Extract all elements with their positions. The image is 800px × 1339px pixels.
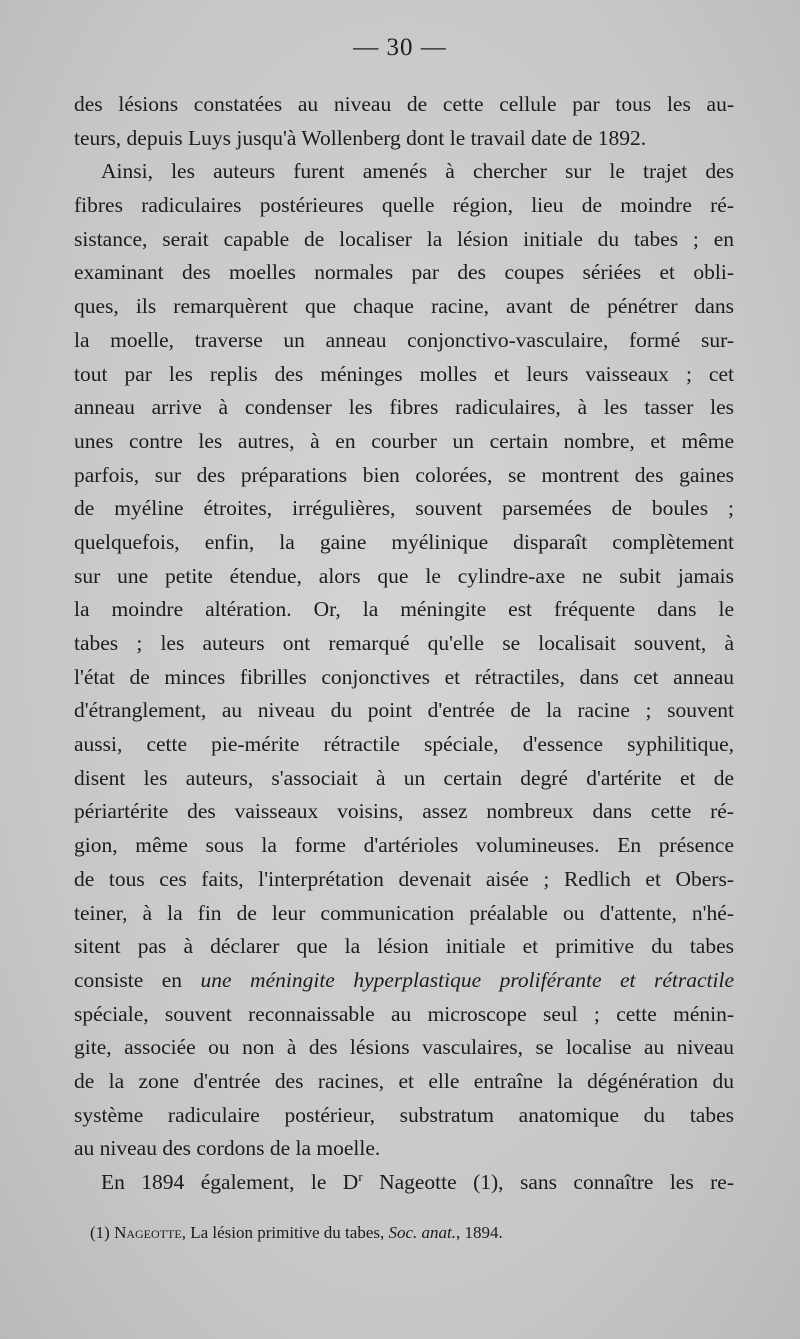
text-line: de la zone d'entrée des racines, et elle entraîne la dégénération du <box>74 1068 734 1093</box>
footnote-year: , 1894. <box>456 1223 503 1242</box>
page-number: — 30 — <box>353 34 447 61</box>
footnote-text: , La lésion primitive du tabes, <box>181 1223 389 1242</box>
italic-phrase: une méningite hyperplastique proliférante et rétractile <box>200 967 734 992</box>
text-line: gite, associée ou non à des lésions vasculaires, se localise au niveau <box>74 1035 734 1060</box>
text-line: sistance, serait capable de localiser la lésion initiale du tabes ; en <box>74 226 734 251</box>
text-line: disent les auteurs, s'associait à un certain degré d'artérite et de <box>74 765 734 790</box>
text-segment: En 1894 également, le D <box>101 1170 359 1194</box>
text-line: des lésions constatées au niveau de cette cellule par tous les au- <box>74 92 734 116</box>
superscript: r <box>358 1169 363 1184</box>
footnote-author: Nageotte <box>114 1223 182 1242</box>
text-line: examinant des moelles normales par des coupes sériées et obli- <box>74 260 734 285</box>
text-line: parfois, sur des préparations bien colorées, se montrent des gaines <box>74 462 734 487</box>
text-line: teurs, depuis Luys jusqu'à Wollenberg dont le travail date de 1892. <box>74 125 647 150</box>
text-line: de tous ces faits, l'interprétation devenait aisée ; Redlich et Obers- <box>74 866 734 891</box>
text-line: la moelle, traverse un anneau conjonctivo-vasculaire, formé sur- <box>74 327 734 352</box>
text-line: sur une petite étendue, alors que le cylindre-axe ne subit jamais <box>74 563 734 588</box>
text-line: ques, ils remarquèrent que chaque racine, avant de pénétrer dans <box>74 294 734 319</box>
text-line: périartérite des vaisseaux voisins, assez nombreux dans cette ré- <box>74 799 734 824</box>
text-line: fibres radiculaires postérieures quelle région, lieu de moindre ré- <box>74 193 734 218</box>
text-segment: consiste en <box>74 967 201 992</box>
text-line: quelquefois, enfin, la gaine myélinique disparaît complètement <box>74 529 734 554</box>
text-line: anneau arrive à condenser les fibres radiculaires, à les tasser les <box>74 395 734 420</box>
text-line: Ainsi, les auteurs furent amenés à chercher sur le trajet des <box>101 159 734 184</box>
footnote-marker: (1) <box>90 1223 115 1242</box>
text-line: système radiculaire postérieur, substratum anatomique du tabes <box>74 1102 734 1127</box>
text-line: teiner, à la fin de leur communication préalable ou d'attente, n'hé- <box>74 900 734 925</box>
text-line <box>74 964 734 998</box>
text-line: la moindre altération. Or, la méningite est fréquente dans le <box>74 597 734 622</box>
text-line: tout par les replis des méninges molles et leurs vaisseaux ; cet <box>74 361 734 386</box>
body-text <box>74 88 734 1200</box>
footnote <box>90 1223 750 1243</box>
text-line: gion, même sous la forme d'artérioles volumineuses. En présence <box>74 833 734 858</box>
text-line: unes contre les autres, à en courber un certain nombre, et même <box>74 428 734 453</box>
text-line: l'état de minces fibrilles conjonctives et rétractiles, dans cet anneau <box>74 664 734 689</box>
text-line: d'étranglement, au niveau du point d'entrée de la racine ; souvent <box>74 698 734 723</box>
text-line: sitent pas à déclarer que la lésion initiale et primitive du tabes <box>74 934 734 959</box>
text-line: de myéline étroites, irrégulières, souvent parsemées de boules ; <box>74 496 734 521</box>
text-line: spéciale, souvent reconnaissable au microscope seul ; cette ménin- <box>74 1001 734 1026</box>
text-line <box>74 1166 734 1200</box>
text-segment: Nageotte (1), sans connaître les re- <box>362 1170 734 1194</box>
text-line: au niveau des cordons de la moelle. <box>74 1136 381 1161</box>
footnote-journal: Soc. anat. <box>388 1223 457 1242</box>
text-line: aussi, cette pie-mérite rétractile spéciale, d'essence syphilitique, <box>74 732 734 757</box>
text-line: tabes ; les auteurs ont remarqué qu'elle se localisait souvent, à <box>74 631 734 655</box>
